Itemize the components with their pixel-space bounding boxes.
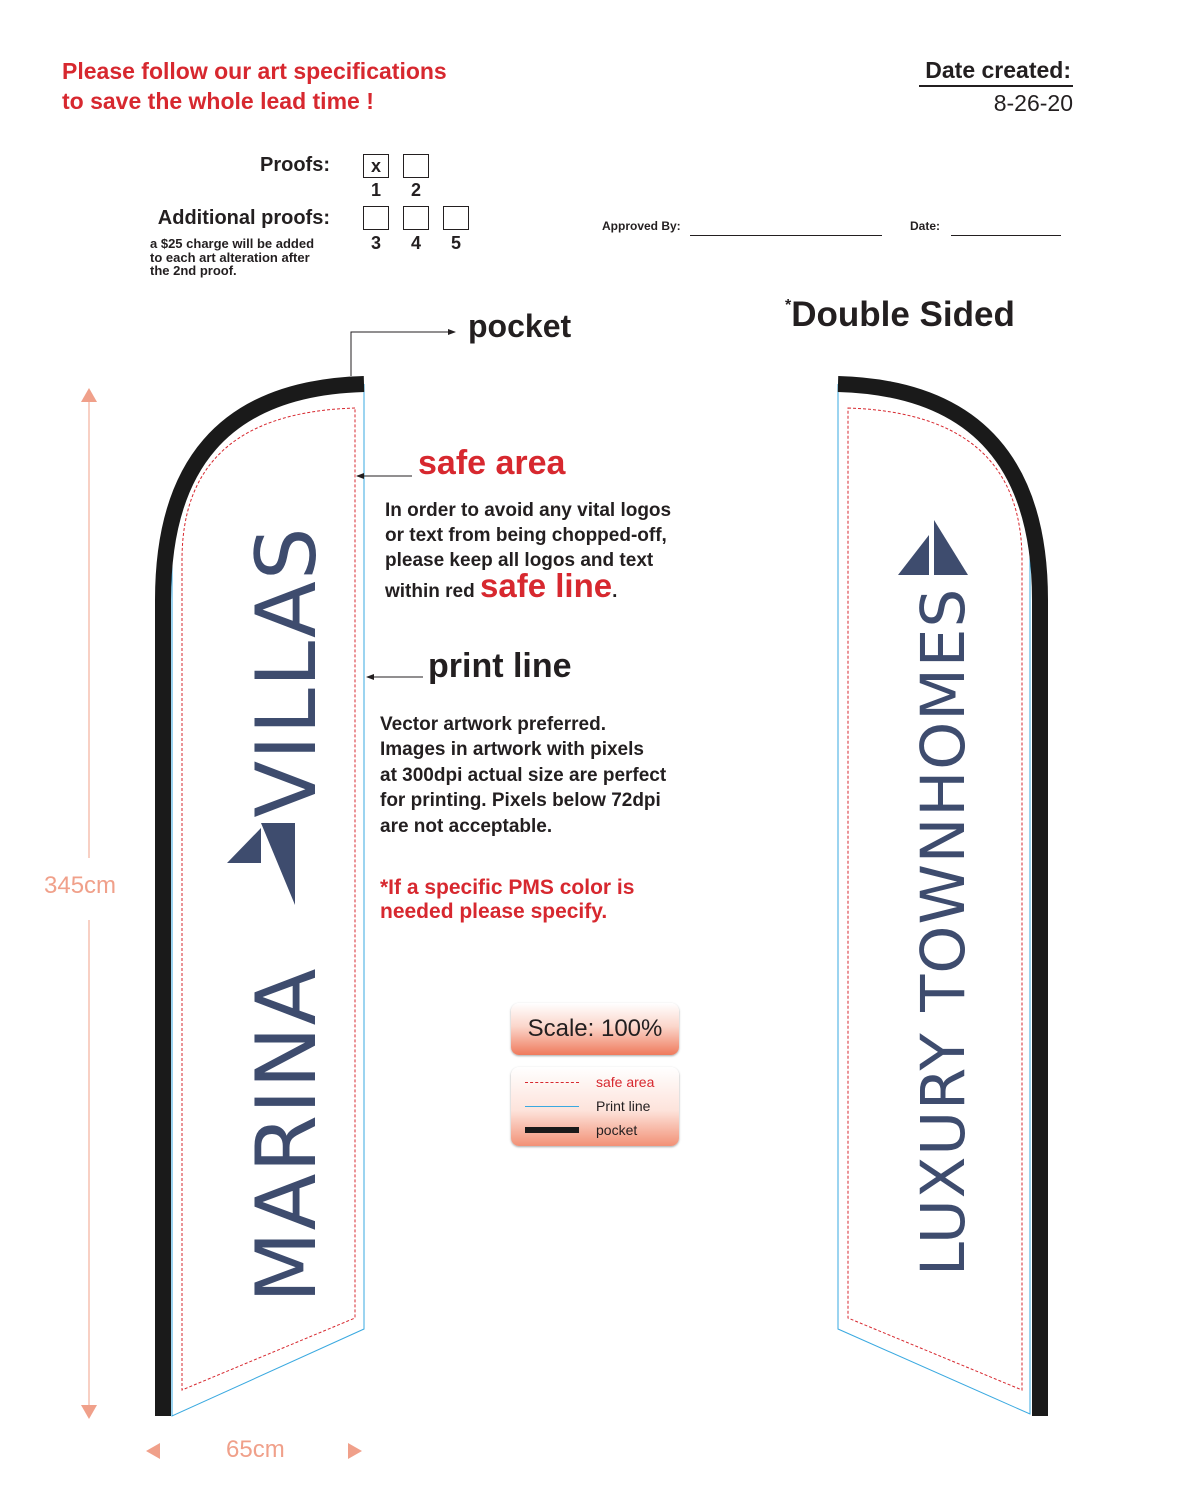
print-body-line-2: Images in artwork with pixels [380,739,644,761]
additional-proofs-label: Additional proofs: [157,207,330,229]
proof-number-1: 1 [370,180,381,200]
approval-date-label: Date: [910,219,941,233]
height-dimension-label: 345cm [44,872,117,899]
back-flag-text: LUXURY TOWNHOMES [908,587,979,1276]
legend-item-print-line [511,1095,679,1117]
front-flag-name-1: MARINA [238,967,335,1303]
double-sided-text: Double Sided [791,295,1015,334]
pms-color-note [380,876,700,924]
front-flag-text [238,526,335,1303]
width-dimension-label: 65cm [226,1436,285,1463]
width-arrow-right-icon [348,1443,362,1459]
legend [511,1067,679,1146]
width-arrow-left-icon [146,1443,160,1459]
legend-label-safe-area: safe area [596,1074,655,1090]
print-body-line-1: Vector artwork preferred. [380,714,606,735]
print-line-swatch [525,1106,579,1107]
safe-area-body-line-2: or text from being chopped-off, [385,525,667,546]
pocket-callout-arrow [351,332,455,376]
notice-line-1: Please follow our art specifications [62,58,447,84]
height-arrow-up-icon [81,388,97,402]
safe-area-description [385,498,725,604]
fee-note-line-1: a $25 charge will be added [150,236,315,251]
front-flag-name-2: VILLAS [238,526,335,818]
back-sail-logo-icon [898,520,968,575]
safe-area-body-line-1: In order to avoid any vital logos [385,500,672,521]
proof-checkbox-1[interactable]: x [363,154,389,178]
pocket-swatch [525,1127,579,1133]
pms-note-line-2: needed please specify. [380,900,608,923]
fee-note-line-2: to each art alteration after [150,249,310,265]
safe-area-body-line-4: within red [385,581,475,602]
safe-area-title: safe area [418,444,566,482]
proof-number-5: 5 [450,233,461,253]
legend-item-pocket [511,1119,679,1141]
scale-badge: Scale: 100% [511,1003,679,1055]
safe-line-word: safe line [480,567,613,604]
double-sided-asterisk: * [785,297,792,314]
date-created-value: 8-26-20 [993,90,1073,116]
pms-note-line-1: *If a specific PMS color is [380,876,635,899]
date-created-label: Date created: [919,56,1073,87]
print-body-line-5: are not acceptable. [380,815,553,837]
print-body-line-4: for printing. Pixels below 72dpi [380,790,661,812]
notice-line-2: to save the whole lead time ! [62,88,374,114]
fee-note-line-3: the 2nd proof. [150,263,237,278]
proof-number-2: 2 [410,180,421,200]
pocket-callout-title: pocket [468,308,572,344]
print-line-title: print line [428,647,572,685]
legend-label-print-line: Print line [596,1098,651,1114]
safe-area-swatch [525,1082,579,1083]
print-body-line-3: at 300dpi actual size are perfect [380,764,667,786]
legend-item-safe-area [511,1071,679,1093]
safe-area-body-line-3: please keep all logos and text [385,550,654,571]
proofs-label: Proofs: [260,154,330,176]
legend-label-pocket: pocket [596,1122,638,1138]
height-arrow-down-icon [81,1405,97,1419]
proof-number-3: 3 [370,233,381,253]
proof-number-4: 4 [410,233,421,253]
approved-by-label: Approved By: [602,219,681,233]
print-line-description [380,712,720,839]
safe-line-period: . [612,581,618,602]
